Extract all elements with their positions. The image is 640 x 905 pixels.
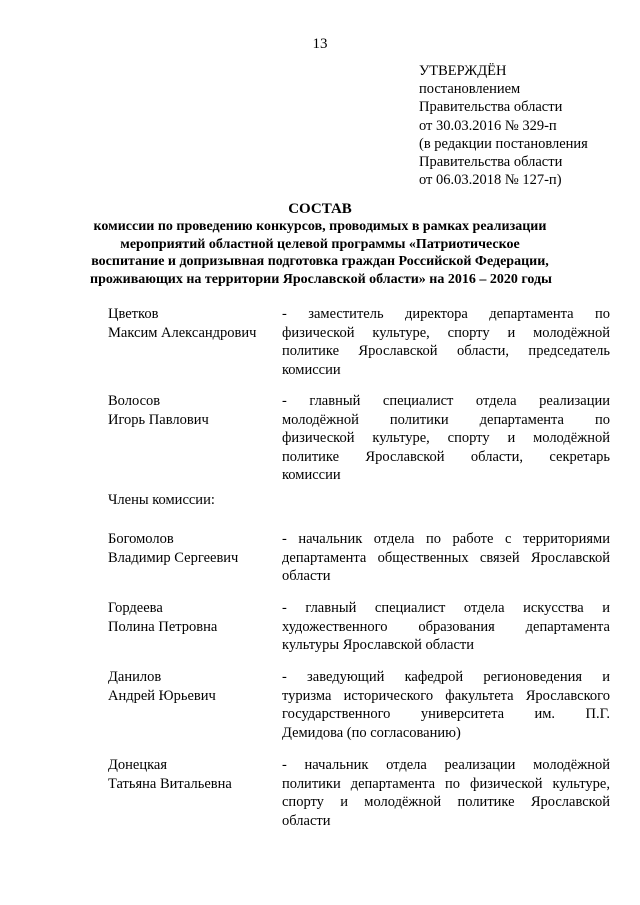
member-surname: Донецкая — [108, 757, 168, 773]
document-title: СОСТАВ — [288, 201, 352, 217]
member-surname: Волосов — [108, 393, 161, 409]
position-line: физической культуре, спорту и молодёжной — [282, 324, 610, 341]
position-line: - начальник отдела по работе с территориями — [282, 531, 610, 547]
member-given-name: Татьяна Витальевна — [108, 775, 232, 792]
approval-line: от 06.03.2018 № 127-п) — [419, 172, 562, 189]
position-line: - главный специалист отдела искусства и — [282, 600, 610, 616]
member-surname: Цветков — [108, 306, 159, 322]
position-line: туризма исторического факультета Ярославского — [282, 687, 610, 704]
member-name — [108, 305, 256, 342]
position-line: государственного университета им. П.Г. — [282, 706, 610, 722]
position-line: области — [282, 568, 331, 584]
position-line: области — [282, 812, 331, 829]
position-line: - заместитель директора департамента по — [282, 306, 610, 322]
approval-stamp — [419, 62, 588, 189]
member-position — [282, 392, 610, 485]
position-line: политики департамента по физической культуре, — [282, 775, 610, 792]
member-given-name: Полина Петровна — [108, 618, 218, 635]
member-position — [282, 668, 610, 742]
member-name — [108, 756, 232, 793]
position-line: комиссии — [282, 467, 341, 483]
position-line: физической культуре, спорту и молодёжной — [282, 430, 610, 446]
position-line: комиссии — [282, 361, 341, 378]
member-given-name: Игорь Павлович — [108, 411, 209, 428]
position-line: культуры Ярославской области — [282, 637, 475, 653]
member-surname: Богомолов — [108, 531, 174, 547]
subtitle-line: проживающих на территории Ярославской области» на 2016 – 2020 годы — [90, 271, 552, 287]
position-line: - заведующий кафедрой регионоведения и — [282, 669, 610, 685]
position-line: Демидова (по согласованию) — [282, 724, 461, 741]
position-line: - главный специалист отдела реализации — [282, 393, 610, 409]
position-line: спорту и молодёжной политике Ярославской — [282, 794, 610, 810]
approval-line: от 30.03.2016 № 329-п — [419, 117, 557, 134]
approval-line: (в редакции постановления — [419, 135, 588, 152]
position-line: департамента общественных связей Ярославской — [282, 549, 610, 566]
member-given-name: Владимир Сергеевич — [108, 549, 239, 566]
member-given-name: Максим Александрович — [108, 324, 257, 341]
member-name — [108, 599, 217, 636]
page-number: 13 — [312, 36, 328, 52]
member-position — [282, 530, 610, 586]
position-line: политике Ярославской области, секретарь — [282, 448, 610, 465]
subtitle-line: комиссии по проведению конкурсов, проводимых в рамках реализации — [93, 219, 547, 234]
member-surname: Гордеева — [108, 600, 163, 616]
member-given-name: Андрей Юрьевич — [108, 687, 216, 704]
position-line: молодёжной политики департамента по — [282, 411, 610, 428]
subtitle-line: воспитание и допризывная подготовка граждан Российской Федерации, — [91, 254, 549, 270]
member-position — [282, 756, 610, 830]
position-line: художественного образования департамента — [282, 618, 610, 635]
member-name — [108, 392, 209, 429]
member-position — [282, 599, 610, 655]
position-line: политике Ярославской области, председатель — [282, 343, 610, 359]
members-label: Члены комиссии: — [108, 492, 215, 508]
member-name — [108, 668, 216, 705]
approval-line: УТВЕРЖДЁН — [419, 63, 507, 79]
member-name — [108, 530, 238, 567]
approval-line: Правительства области — [419, 99, 563, 116]
approval-line: Правительства области — [419, 154, 563, 171]
approval-line: постановлением — [419, 81, 521, 98]
member-position — [282, 305, 610, 379]
member-surname: Данилов — [108, 669, 162, 685]
document-subtitle — [90, 218, 550, 288]
position-line: - начальник отдела реализации молодёжной — [282, 757, 610, 773]
subtitle-line: мероприятий областной целевой программы «Патриотическое — [120, 236, 520, 252]
